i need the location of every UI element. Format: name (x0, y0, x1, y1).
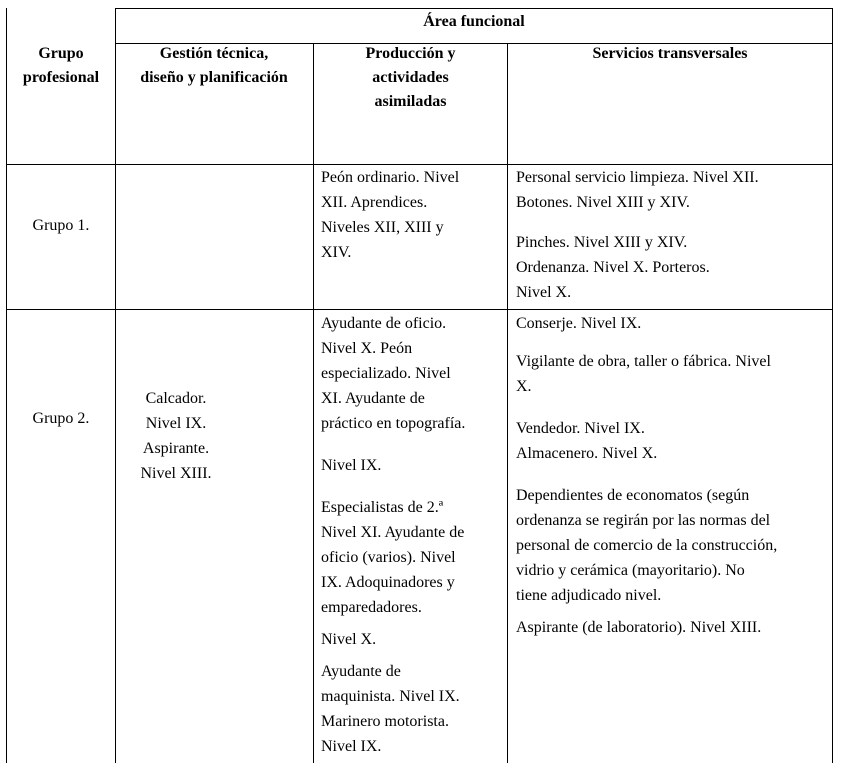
row2-servicios-entry: Conserje. Nivel IX. (516, 315, 642, 332)
row2-produccion-entry: Especialistas de 2.ª Nivel XI. Ayudante de oficio (varios). Nivel IX. Adoquinadores y emparedadores. (321, 499, 465, 616)
row2-group-label: Grupo 2. (32, 410, 90, 427)
row2-group-cell (7, 406, 115, 431)
row2-servicios-entry: Vigilante de obra, taller o fábrica. Nivel X. (516, 353, 771, 395)
row1-bottom-border (6, 309, 833, 310)
row2-servicios-cell (516, 311, 830, 640)
row2-servicios-entry: Aspirante (de laboratorio). Nivel XIII. (516, 619, 762, 636)
column-header-produccion-text: Producción y actividades asimiladas (365, 45, 456, 110)
row1-group-label: Grupo 1. (32, 217, 90, 234)
column-header-group-text: Grupo profesional (22, 45, 100, 86)
column-header-produccion (314, 42, 507, 114)
row2-produccion-entry: Nivel IX. (321, 457, 382, 474)
column-header-group (7, 42, 115, 90)
row1-group-cell (7, 213, 115, 238)
table-border-col2 (313, 43, 314, 763)
row1-servicios-cell (516, 165, 830, 305)
row1-servicios-entry: Pinches. Nivel XIII y XIV. Ordenanza. Nivel X. Porteros. Nivel X. (516, 234, 710, 301)
table-border-col3 (507, 43, 508, 763)
row1-produccion-cell (321, 165, 505, 265)
row1-servicios-entry: Personal servicio limpieza. Nivel XII. Botones. Nivel XIII y XIV. (516, 169, 759, 211)
row2-produccion-entry: Nivel X. (321, 631, 377, 648)
row2-produccion-cell (321, 311, 505, 759)
row2-gestion-entry: Calcador. Nivel IX. Aspirante. Nivel XIII. (140, 390, 212, 482)
table-border-left (6, 8, 7, 763)
row1-produccion-entry: Peón ordinario. Nivel XII. Aprendices. Niveles XII, XIII y XIV. (321, 169, 460, 261)
column-header-gestion-text: Gestión técnica, diseño y planificación (140, 45, 288, 86)
table-border-right (832, 8, 833, 763)
row2-servicios-entry: Dependientes de economatos (según ordenanza se regirán por las normas del personal de comercio de la construcción, vidrio y cerámica (mayoritario). No tiene adjudicado nivel. (516, 487, 778, 604)
table-border-top (115, 8, 833, 9)
row2-servicios-entry: Vendedor. Nivel IX. Almacenero. Nivel X. (516, 420, 658, 462)
column-header-servicios (508, 42, 832, 66)
column-header-gestion (114, 42, 314, 90)
row2-produccion-entry: Ayudante de oficio. Nivel X. Peón especializado. Nivel XI. Ayudante de práctico en topografía. (321, 315, 466, 432)
row2-gestion-cell (116, 386, 236, 486)
area-functional-text: Área funcional (423, 13, 525, 30)
area-functional-heading (116, 10, 832, 34)
row2-produccion-entry: Ayudante de maquinista. Nivel IX. Marinero motorista. Nivel IX. (321, 663, 460, 755)
column-header-servicios-text: Servicios transversales (592, 45, 748, 62)
